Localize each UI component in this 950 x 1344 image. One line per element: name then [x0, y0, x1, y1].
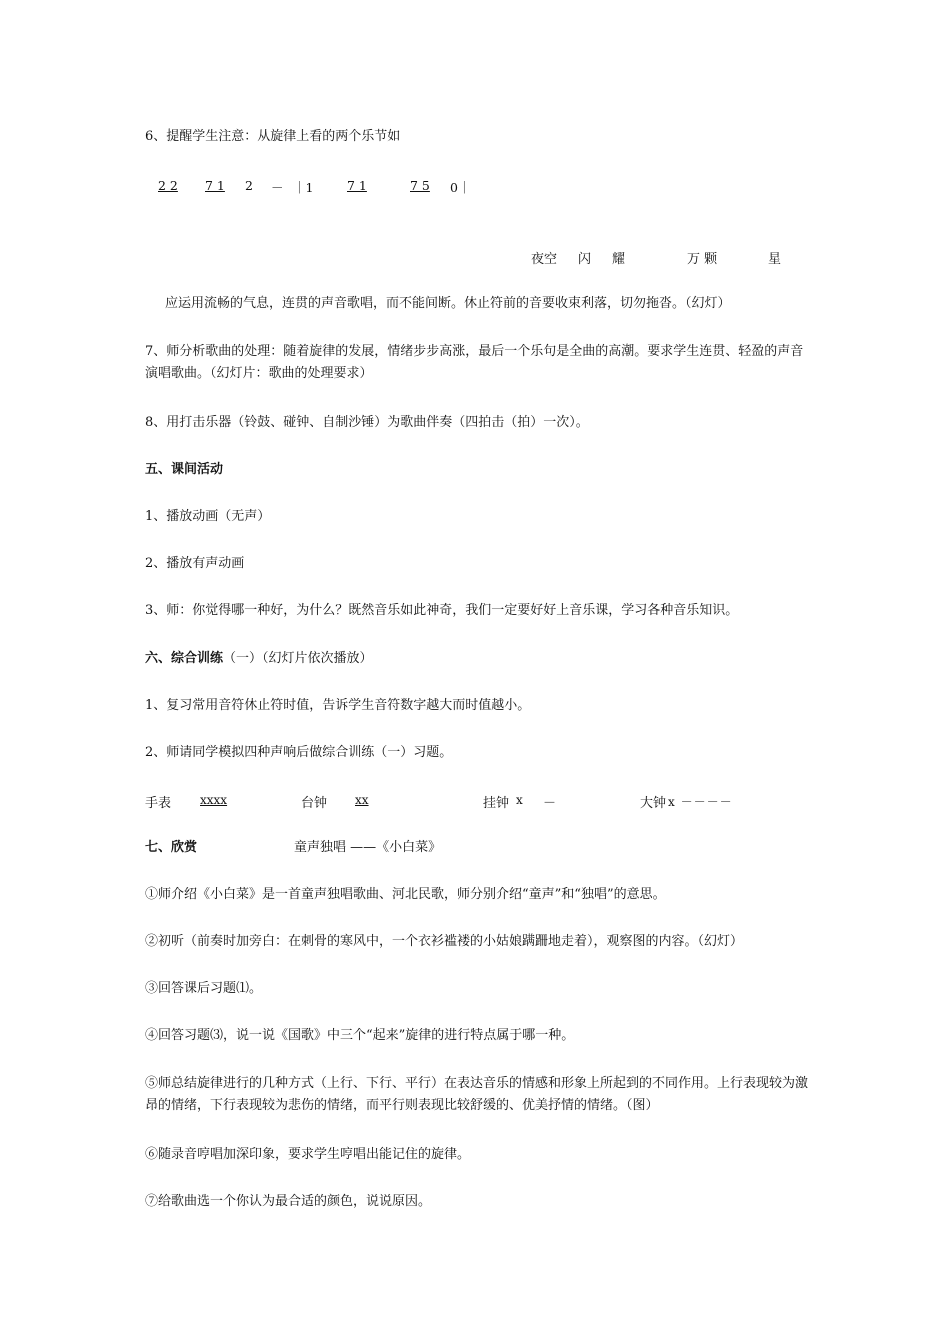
lyric-word: 夜空 — [531, 252, 558, 267]
notation-dash: － — [271, 180, 284, 195]
section-6-heading — [145, 650, 373, 668]
section-5-item-1: 1、播放动画（无声） — [145, 509, 271, 524]
section-5-heading: 五、课间活动 — [145, 462, 224, 477]
section-6-item-1: 1、复习常用音符休止符时值，告诉学生音符数字越大而时值越小。 — [145, 698, 531, 713]
paragraph-breath: 应运用流畅的气息，连贯的声音歌唱，而不能间断。休止符前的音要收束利落，切勿拖沓。（幻灯） — [165, 296, 731, 311]
clock-label: 大钟 — [640, 796, 667, 811]
notation-note: ｜1 — [293, 180, 314, 195]
section-6-title-rest: （一）（幻灯片依次播放） — [223, 651, 373, 666]
notation-note: 7 5 — [410, 178, 430, 193]
section-6-item-2: 2、师请同学模拟四种声响后做综合训练（一）习题。 — [145, 745, 453, 760]
lyric-word: 万 颗 — [687, 252, 718, 267]
section-7-item-2: ②初听（前奏时加旁白：在刺骨的寒风中，一个衣衫褴褛的小姑娘蹒跚地走着），观察图的内容。（幻灯） — [145, 934, 744, 949]
notation-rest: 0｜ — [450, 180, 471, 195]
lyric-word: 耀 — [612, 252, 626, 267]
notation-note: 7 1 — [347, 178, 367, 193]
notation-note: 7 1 — [205, 178, 225, 193]
section-7-item-5: ⑤师总结旋律进行的几种方式（上行、下行、平行）在表达音乐的情感和形象上所起到的不同作用。上行表现较为激昂的情绪，下行表现较为悲伤的情绪，而平行则表现比较舒缓的、优美抒情的情绪。（图） — [145, 1076, 809, 1113]
clock-label: 手表 — [145, 796, 172, 811]
section-7-item-4: ④回答习题⑶，说一说《国歌》中三个“起来”旋律的进行特点属于哪一种。 — [145, 1028, 575, 1043]
section-7-item-6: ⑥随录音哼唱加深印象，要求学生哼唱出能记住的旋律。 — [145, 1147, 471, 1162]
rhythm-value: x — [516, 793, 523, 807]
section-7-heading: 七、欣赏 — [145, 840, 198, 855]
notation-note: 2 — [245, 178, 253, 193]
clock-label: 挂钟 — [483, 796, 510, 811]
paragraph-6: 6、提醒学生注意：从旋律上看的两个乐节如 — [145, 129, 401, 144]
section-5-item-3: 3、师：你觉得哪一种好，为什么？既然音乐如此神奇，我们一定要好好上音乐课，学习各种音乐知识。 — [145, 603, 739, 618]
lyric-word: 星 — [768, 252, 782, 267]
section-5-item-2: 2、播放有声动画 — [145, 556, 245, 571]
section-6-title: 六、综合训练 — [145, 651, 224, 666]
section-7-item-3: ③回答课后习题⑴。 — [145, 981, 263, 996]
notation-note: 2 2 — [158, 178, 178, 193]
lyric-word: 闪 — [578, 252, 592, 267]
section-7-item-1: ①师介绍《小白菜》是一首童声独唱歌曲、河北民歌，师分别介绍“童声”和“独唱”的意思。 — [145, 887, 666, 902]
rhythm-value: xxxx — [200, 793, 228, 807]
rhythm-value: x －－－－ — [668, 795, 733, 809]
rhythm-dash: － — [543, 796, 557, 811]
paragraph-8: 8、用打击乐器（铃鼓、碰钟、自制沙锤）为歌曲伴奏（四拍击（拍）一次）。 — [145, 415, 589, 430]
section-7-subtitle: 童声独唱 ——《小白菜》 — [294, 840, 442, 855]
rhythm-value: xx — [355, 793, 369, 807]
clock-label: 台钟 — [301, 796, 328, 811]
section-7-item-7: ⑦给歌曲选一个你认为最合适的颜色，说说原因。 — [145, 1194, 432, 1209]
paragraph-7: 7、师分析歌曲的处理：随着旋律的发展，情绪步步高涨，最后一个乐句是全曲的高潮。要求学生连贯、轻盈的声音演唱歌曲。（幻灯片：歌曲的处理要求） — [145, 344, 804, 381]
